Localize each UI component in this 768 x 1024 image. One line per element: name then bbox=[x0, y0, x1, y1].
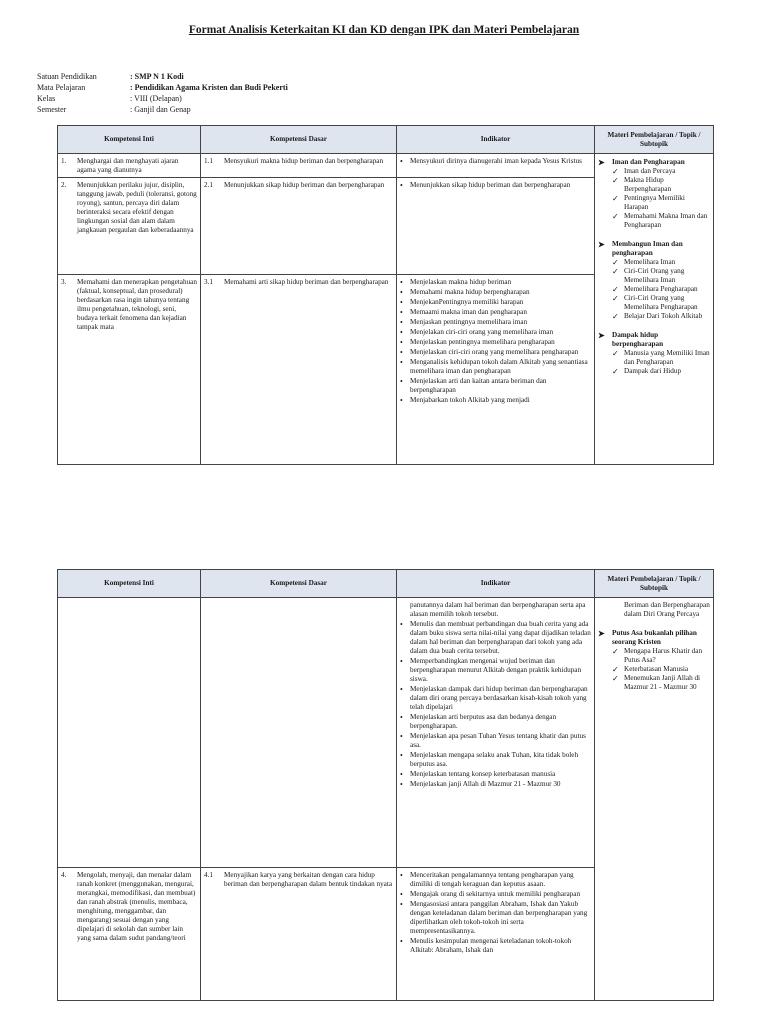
indicator-item bbox=[400, 278, 591, 287]
indicator-text: Menjelaskan tentang konsep keterbatasan manusia bbox=[410, 770, 556, 778]
indicator-item bbox=[400, 298, 591, 307]
kd-cell bbox=[201, 154, 397, 178]
kd-number: 1.1 bbox=[204, 157, 213, 165]
indicator-text: Menjelaskan mengapa selaku anak Tuhan, kita tidak boleh berputus asa. bbox=[410, 751, 579, 768]
indicator-text: Menjelaskan arti berputus asa dan bedanya dengan berpengharapan. bbox=[410, 713, 557, 730]
meta-label: Kelas bbox=[37, 94, 56, 103]
meta-label: Semester bbox=[37, 105, 67, 114]
indicator-item bbox=[400, 657, 591, 684]
meta-value: : Pendidikan Agama Kristen dan Budi Pekerti bbox=[130, 83, 288, 92]
ki-text: Menghargai dan menghayati ajaran agama yang dianutnya bbox=[77, 157, 179, 174]
kd-text: Menyajikan karya yang berkaitan dengan cara hidup beriman dan berpengharapan dalam bentuk tindakan nyata bbox=[224, 871, 393, 888]
bullet-icon: • bbox=[400, 338, 403, 347]
header-kompetensi-inti: Kompetensi Inti bbox=[58, 570, 201, 598]
bullet-icon: • bbox=[400, 278, 403, 287]
materi-subtopic-label: Pentingnya Memiliki Harapan bbox=[624, 194, 685, 211]
checkmark-icon: ✓ bbox=[612, 267, 619, 276]
ki-number: 3. bbox=[61, 278, 67, 286]
header-kompetensi-inti: Kompetensi Inti bbox=[58, 126, 201, 154]
indicator-text: Menulis dan membuat perbandingan dua buah cerita yang ada dalam buku siswa serta nilai-nilai yang dapat dijadikan teladan dalam hal beriman dan berpengharapan dari tokoh yang ada dalam dua buah cerita tersebut. bbox=[410, 620, 591, 655]
indicator-text: Menjelaskan dampak dari hidup beriman dan berpengharapan dalam diri orang percaya berdasarkan kisah-kisah tokoh yang telah dipelajari bbox=[410, 685, 588, 711]
indicator-item bbox=[400, 377, 591, 395]
materi-subtopic bbox=[598, 285, 710, 294]
indicator-text: Menulis kesimpulan mengenai keteladanan tokoh-tokoh Alkitab: Abraham, Ishak dan bbox=[410, 937, 572, 954]
indicator-item bbox=[400, 318, 591, 327]
indicator-text: Mengajak orang di sekitarnya untuk memiliki pengharapan bbox=[410, 890, 581, 898]
indicator-text: Menjelaskan pentingnya memelihara pengharapan bbox=[410, 338, 555, 346]
indicator-item bbox=[400, 871, 591, 889]
materi-subtopic-label: Manusia yang Memiliki Iman dan Pengharapan bbox=[624, 349, 710, 366]
indicator-item bbox=[400, 288, 591, 297]
materi-subtopic bbox=[598, 267, 710, 285]
bullet-icon: • bbox=[400, 377, 403, 386]
ki-number: 1. bbox=[61, 157, 67, 165]
meta-value: : SMP N 1 Kodi bbox=[130, 72, 184, 81]
checkmark-spacer bbox=[612, 601, 624, 619]
materi-subtopic bbox=[598, 674, 710, 692]
meta-value: : VIII (Delapan) bbox=[130, 94, 182, 103]
materi-subtopic-label: Mengapa Harus Khatir dan Putus Asa? bbox=[624, 647, 703, 664]
indicator-item bbox=[400, 620, 591, 656]
materi-subtopic-label: Keterbatasan Manusia bbox=[624, 665, 689, 673]
checkmark-icon: ✓ bbox=[612, 194, 619, 203]
arrow-bullet-icon: ➤ bbox=[598, 240, 605, 249]
bullet-icon: • bbox=[400, 890, 403, 899]
table-row-continued bbox=[58, 598, 714, 868]
bullet-icon: • bbox=[400, 620, 403, 629]
materi-cell bbox=[595, 154, 714, 465]
header-materi: Materi Pembelajaran / Topik / Subtopik bbox=[595, 126, 714, 154]
ki-cell bbox=[58, 868, 201, 1001]
indicator-item bbox=[400, 157, 591, 166]
materi-subtopic bbox=[598, 312, 710, 321]
bullet-icon: • bbox=[400, 328, 403, 337]
indicator-text: MenjekanPentingnya memiliki harapan bbox=[410, 298, 524, 306]
indicator-text: Mensyukuri dirinya dianugerahi iman kepada Yesus Kristus bbox=[410, 157, 582, 165]
kd-text: Menunjukkan sikap hidup beriman dan berpengharapan bbox=[224, 181, 385, 189]
indicator-text: Menganalisis kehidupan tokoh dalam Alkitab yang senantiasa memelihara iman dan pengharapan bbox=[410, 358, 588, 375]
bullet-icon: • bbox=[400, 657, 403, 666]
document-meta bbox=[37, 71, 288, 115]
bullet-icon: • bbox=[400, 288, 403, 297]
indicator-cell bbox=[397, 275, 595, 465]
bullet-icon: • bbox=[400, 685, 403, 694]
indicator-item bbox=[400, 713, 591, 731]
bullet-icon: • bbox=[400, 732, 403, 741]
checkmark-icon: ✓ bbox=[612, 665, 619, 674]
header-kompetensi-dasar: Kompetensi Dasar bbox=[201, 570, 397, 598]
table-header-row bbox=[58, 126, 714, 154]
bullet-icon: • bbox=[400, 298, 403, 307]
indicator-text: Menjelaskan arti dan kaitan antara beriman dan berpengharapan bbox=[410, 377, 547, 394]
indicator-item bbox=[400, 601, 591, 619]
indicator-item bbox=[400, 685, 591, 712]
materi-cell bbox=[595, 598, 714, 1001]
checkmark-icon: ✓ bbox=[612, 167, 619, 176]
checkmark-icon: ✓ bbox=[612, 367, 619, 376]
arrow-bullet-icon: ➤ bbox=[598, 158, 605, 167]
materi-subtopic-label: Beriman dan Berpengharapan dalam Diri Orang Percaya bbox=[624, 601, 710, 618]
bullet-icon: • bbox=[400, 181, 403, 190]
ki-number: 2. bbox=[61, 181, 67, 189]
indicator-item bbox=[400, 770, 591, 779]
indicator-text: Menjelakan ciri-ciri orang yang memelihara iman bbox=[410, 328, 554, 336]
ki-cell bbox=[58, 154, 201, 178]
indicator-item bbox=[400, 181, 591, 190]
checkmark-icon: ✓ bbox=[612, 176, 619, 185]
table-row-ki-1 bbox=[58, 154, 714, 178]
indicator-text: Menjelaskan ciri-ciri orang yang memelihara pengharapan bbox=[410, 348, 579, 356]
indicator-text: Menunjukkan sikap hidup beriman dan berpengharapan bbox=[410, 181, 571, 189]
meta-row bbox=[37, 71, 288, 82]
materi-topic-label: Iman dan Pengharapan bbox=[612, 158, 685, 166]
bullet-icon: • bbox=[400, 937, 403, 946]
materi-subtopic-label: Belajar Dari Tokoh Alkitab bbox=[624, 312, 703, 320]
table-header-row bbox=[58, 570, 714, 598]
document-title: Format Analisis Keterkaitan KI dan KD dengan IPK dan Materi Pembelajaran bbox=[188, 24, 580, 36]
bullet-icon: • bbox=[400, 713, 403, 722]
indicator-text: Menjabarkan tokoh Alkitab yang menjadi bbox=[410, 396, 530, 404]
kd-number: 3.1 bbox=[204, 278, 213, 286]
indicator-item bbox=[400, 890, 591, 899]
indicator-item bbox=[400, 937, 591, 955]
ki-cell bbox=[58, 178, 201, 275]
materi-subtopic-label: Memelihara Iman bbox=[624, 258, 676, 266]
ki-cell-empty bbox=[58, 598, 201, 868]
meta-label: Satuan Pendidikan bbox=[37, 72, 97, 81]
meta-label: Mata Pelajaran bbox=[37, 83, 86, 92]
ki-cell bbox=[58, 275, 201, 465]
materi-subtopic-label: Iman dan Percaya bbox=[624, 167, 676, 175]
checkmark-icon: ✓ bbox=[612, 647, 619, 656]
indicator-cell bbox=[397, 154, 595, 178]
materi-subtopic bbox=[598, 647, 710, 665]
meta-row bbox=[37, 104, 288, 115]
indicator-item bbox=[400, 732, 591, 750]
arrow-bullet-icon: ➤ bbox=[598, 629, 605, 638]
materi-subtopic-label: Makna Hidup Berpengharapan bbox=[624, 176, 672, 193]
bullet-icon: • bbox=[400, 348, 403, 357]
materi-subtopic-label: Menemukan Janji Allah di Mazmur 21 - Mazmur 30 bbox=[624, 674, 701, 691]
kd-cell bbox=[201, 868, 397, 1001]
materi-subtopic bbox=[598, 665, 710, 674]
kd-cell-empty bbox=[201, 598, 397, 868]
indicator-cell bbox=[397, 178, 595, 275]
ki-number: 4. bbox=[61, 871, 67, 879]
materi-topic-label: Dampak hidup berpengharapan bbox=[612, 331, 664, 348]
indicator-text: Menjelaskan makna hidup beriman bbox=[410, 278, 512, 286]
bullet-icon: • bbox=[400, 900, 403, 909]
materi-topic bbox=[598, 331, 710, 349]
bullet-icon: • bbox=[400, 318, 403, 327]
materi-subtopic bbox=[598, 194, 710, 212]
indicator-item bbox=[400, 358, 591, 376]
materi-subtopic bbox=[598, 258, 710, 267]
kd-cell bbox=[201, 275, 397, 465]
ki-text: Menunjukkan perilaku jujur, disiplin, tanggung jawab, peduli (toleransi, gotong royong), santun, percaya diri dalam berinteraksi secara efektif dengan lingkungan sosial dan alam dalam jangkauan pergaulan dan keberadaannya bbox=[77, 181, 197, 234]
materi-topic-label: Putus Asa bukanlah pilihan seorang Kristen bbox=[612, 629, 697, 646]
indicator-item bbox=[400, 780, 591, 789]
kd-cell bbox=[201, 178, 397, 275]
materi-subtopic bbox=[598, 349, 710, 367]
indicator-item bbox=[400, 348, 591, 357]
indicator-cell bbox=[397, 598, 595, 868]
materi-subtopic bbox=[598, 294, 710, 312]
indicator-item bbox=[400, 396, 591, 405]
indicator-item bbox=[400, 900, 591, 936]
checkmark-icon: ✓ bbox=[612, 285, 619, 294]
checkmark-icon: ✓ bbox=[612, 258, 619, 267]
materi-topic bbox=[598, 158, 710, 167]
checkmark-icon: ✓ bbox=[612, 294, 619, 303]
checkmark-icon: ✓ bbox=[612, 349, 619, 358]
indicator-text: Memaami makna iman dan pengharapan bbox=[410, 308, 527, 316]
ki-text: Mengolah, menyaji, dan menalar dalam ranah konkret (menggunakan, mengurai, merangkai, memodifikasi, dan membuat) dan ranah abstrak (menulis, membaca, menghitung, menggambar, dan mengarang) sesuai dengan yang dipelajari di sekolah dan sumber lain yang sama dalam sudut pandang/teori bbox=[77, 871, 196, 942]
indicator-item bbox=[400, 338, 591, 347]
bullet-icon: • bbox=[400, 396, 403, 405]
ki-text: Memahami dan menerapkan pengetahuan (faktual, konseptual, dan prosedural) berdasarkan rasa ingin tahunya tentang ilmu pengetahuan, teknologi, seni, budaya terkait fenomena dan kejadian tampak mata bbox=[77, 278, 197, 331]
kd-text: Memahami arti sikap hidup beriman dan berpengharapan bbox=[224, 278, 389, 286]
materi-subtopic bbox=[598, 367, 710, 376]
bullet-icon: • bbox=[400, 770, 403, 779]
meta-value: : Ganjil dan Genap bbox=[130, 105, 191, 114]
indicator-text: Menjelaskan apa pesan Tuhan Yesus tentang khatir dan putus asa. bbox=[410, 732, 586, 749]
indicator-item bbox=[400, 751, 591, 769]
arrow-bullet-icon: ➤ bbox=[598, 331, 605, 340]
indicator-item bbox=[400, 308, 591, 317]
materi-subtopic bbox=[598, 167, 710, 176]
checkmark-icon: ✓ bbox=[612, 212, 619, 221]
indicator-text: Menceritakan pengalamannya tentang pengharapan yang dimiliki di tengah keraguan dan keputus asaan. bbox=[410, 871, 574, 888]
indicator-cell bbox=[397, 868, 595, 1001]
materi-subtopic bbox=[598, 601, 710, 619]
analysis-table-page-1 bbox=[57, 125, 714, 465]
bullet-icon: • bbox=[400, 358, 403, 367]
checkmark-icon: ✓ bbox=[612, 674, 619, 683]
bullet-icon: • bbox=[400, 157, 403, 166]
bullet-icon: • bbox=[400, 751, 403, 760]
header-indikator: Indikator bbox=[397, 570, 595, 598]
checkmark-icon: ✓ bbox=[612, 312, 619, 321]
indicator-text: Mengasosiasi antara panggilan Abraham, Ishak dan Yakub dengan keteladanan dalam beriman dan berpengharapan yang diperlihatkan oleh tokoh-tokoh ini serta mempresentasikannya. bbox=[410, 900, 588, 935]
kd-number: 4.1 bbox=[204, 871, 213, 879]
materi-subtopic-label: Ciri-Ciri Orang yang Memelihara Iman bbox=[624, 267, 685, 284]
indicator-text: panutannya dalam hal beriman dan berpengharapan serta apa alasan memilih tokoh tersebut. bbox=[410, 601, 586, 618]
materi-subtopic bbox=[598, 176, 710, 194]
indicator-text: Menjelaskan janji Allah di Mazmur 21 - Mazmur 30 bbox=[410, 780, 561, 788]
materi-subtopic-label: Memelihara Pengharapan bbox=[624, 285, 698, 293]
bullet-icon bbox=[400, 601, 410, 619]
meta-row bbox=[37, 93, 288, 104]
bullet-icon: • bbox=[400, 308, 403, 317]
meta-row bbox=[37, 82, 288, 93]
header-materi: Materi Pembelajaran / Topik / Subtopik bbox=[595, 570, 714, 598]
materi-subtopic-label: Dampak dari Hidup bbox=[624, 367, 682, 375]
kd-text: Mensyukuri makna hidup beriman dan berpengharapan bbox=[224, 157, 384, 165]
materi-subtopic-label: Memahami Makna Iman dan Pengharapan bbox=[624, 212, 708, 229]
indicator-text: Memperbandingkan mengenai wujud beriman dan berpengharapan menurut Alkitab dengan praktik kehidupan siswa. bbox=[410, 657, 582, 683]
header-indikator: Indikator bbox=[397, 126, 595, 154]
indicator-text: Memahami makna hidup berpengharapan bbox=[410, 288, 530, 296]
header-kompetensi-dasar: Kompetensi Dasar bbox=[201, 126, 397, 154]
analysis-table-page-2 bbox=[57, 569, 714, 1001]
materi-topic bbox=[598, 629, 710, 647]
materi-subtopic bbox=[598, 212, 710, 230]
bullet-icon: • bbox=[400, 780, 403, 789]
materi-topic bbox=[598, 240, 710, 258]
kd-number: 2.1 bbox=[204, 181, 213, 189]
materi-topic-label: Membangun Iman dan pengharapan bbox=[612, 240, 683, 257]
indicator-item bbox=[400, 328, 591, 337]
indicator-text: Menjaskan pentingnya memelihara iman bbox=[410, 318, 528, 326]
bullet-icon: • bbox=[400, 871, 403, 880]
materi-subtopic-label: Ciri-Ciri Orang yang Memelihara Pengharapan bbox=[624, 294, 698, 311]
